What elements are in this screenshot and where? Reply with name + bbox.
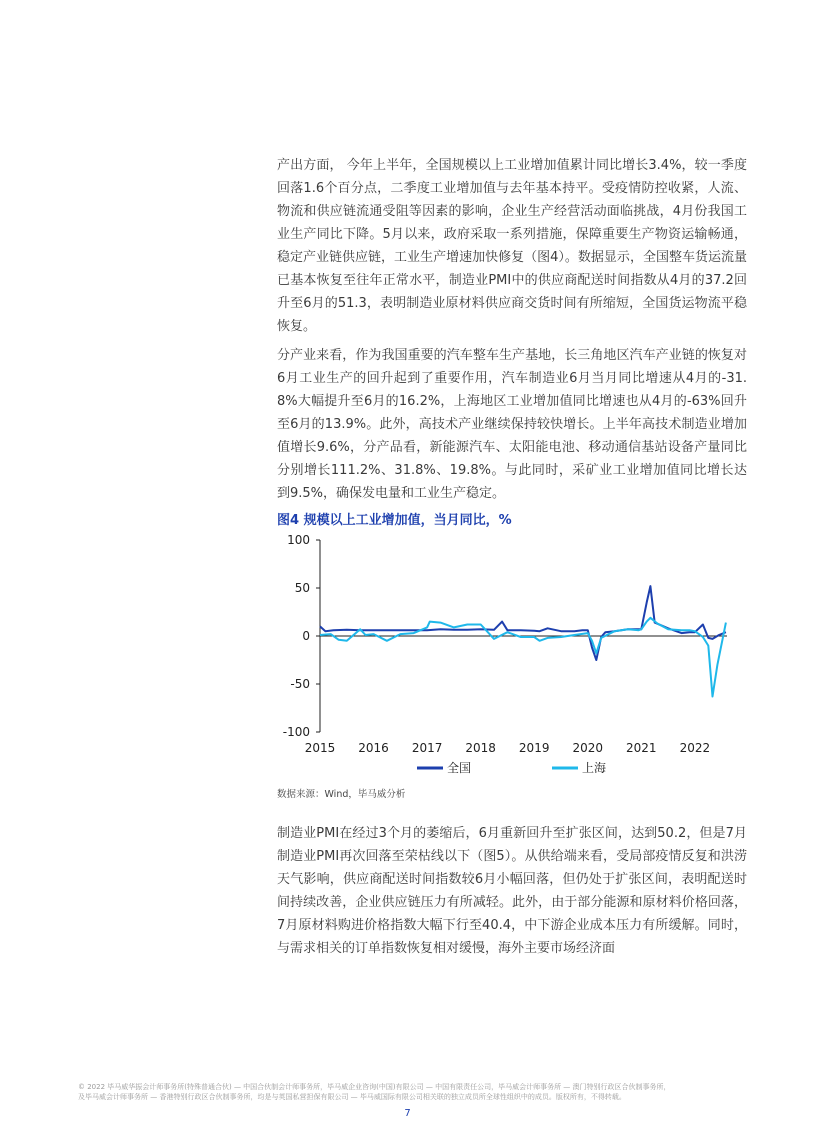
footer-line-2: 及毕马威会计师事务所 — 香港特别行政区合伙制事务所，均是与英国私营担保有限公司 — 毕马威国际有限公司相关联的独立成员所全球性组织中的成员。版权所有，不得转载。: [78, 1093, 626, 1101]
paragraph-pmi: 制造业PMI在经过3个月的萎缩后，6月重新回升至扩张区间，达到50.2，但是7月制造业PMI再次回落至荣枯线以下（图5）。从供给端来看，受局部疫情反复和洪涝天气影响，供应商配送时间指数较6月小幅回落，但仍处于扩张区间，表明配送时间持续改善，企业供应链压力有所减轻。此外，由于部分能源和原材料价格回落，7月原材料购进价格指数大幅下行至40.4，中下游企业成本压力有所缓解。同时，与需求相关的订单指数恢复相对缓慢，海外主要市场经济面: [277, 826, 747, 956]
legend-label: 全国: [447, 761, 472, 775]
x-tick-label: 2015: [304, 741, 336, 755]
y-tick-label: 0: [302, 629, 310, 643]
legend-label: 上海: [582, 761, 607, 775]
figure-title: 图4 规模以上工业增加值，当月同比，%: [277, 513, 512, 528]
series-line-national: [320, 586, 726, 660]
y-tick-label: 100: [287, 533, 310, 547]
paragraph-industry: 分产业来看，作为我国重要的汽车整车生产基地，长三角地区汽车产业链的恢复对6月工业生产的回升起到了重要作用，汽车制造业6月当月同比增速从4月的-31.8%大幅提升至6月的16.2%，上海地区工业增加值同比增速也从4月的-63%回升至6月的13.9%。此外，高技术产业继续保持较快增长。上半年高技术制造业增加值增长9.6%，分产品看，新能源汽车、太阳能电池、移动通信基站设备产量同比分别增长111.2%、31.8%、19.8%。与此同时，采矿业工业增加值同比增长达到9.5%，确保发电量和工业生产稳定。: [277, 348, 747, 501]
x-tick-label: 2016: [358, 741, 389, 755]
x-tick-label: 2017: [411, 741, 443, 755]
copyright-footer: [78, 1082, 758, 1102]
x-tick-label: 2018: [465, 741, 496, 755]
paragraph-output: 产出方面， 今年上半年，全国规模以上工业增加值累计同比增长3.4%，较一季度回落1.6个百分点，二季度工业增加值与去年基本持平。受疫情防控收紧，人流、物流和供应链流通受阻等因素的影响，企业生产经营活动面临挑战，4月份我国工业生产同比下降。5月以来，政府采取一系列措施，保障重要生产物资运输畅通，稳定产业链供应链，工业生产增速加快修复（图4）。数据显示，全国整车货运流量已基本恢复至往年正常水平，制造业PMI中的供应商配送时间指数从4月的37.2回升至6月的51.3，表明制造业原材料供应商交货时间有所缩短，全国货运物流平稳恢复。: [277, 158, 747, 334]
x-tick-label: 2022: [679, 741, 711, 755]
page-number: 7: [404, 1108, 411, 1119]
y-tick-label: -100: [282, 725, 310, 739]
data-source-note: 数据来源：Wind，毕马威分析: [277, 789, 406, 800]
industrial-value-added-chart: [270, 530, 740, 782]
x-tick-label: 2021: [626, 741, 657, 755]
y-tick-label: -50: [290, 677, 310, 691]
footer-line-1: © 2022 毕马威华振会计师事务所(特殊普通合伙) — 中国合伙制会计师事务所，毕马威企业咨询(中国)有限公司 — 中国有限责任公司，毕马威会计师事务所 — 澳门特别行政区合伙制事务所，: [78, 1083, 671, 1091]
x-tick-label: 2019: [518, 741, 550, 755]
x-tick-label: 2020: [572, 741, 604, 755]
y-tick-label: 50: [294, 581, 310, 595]
